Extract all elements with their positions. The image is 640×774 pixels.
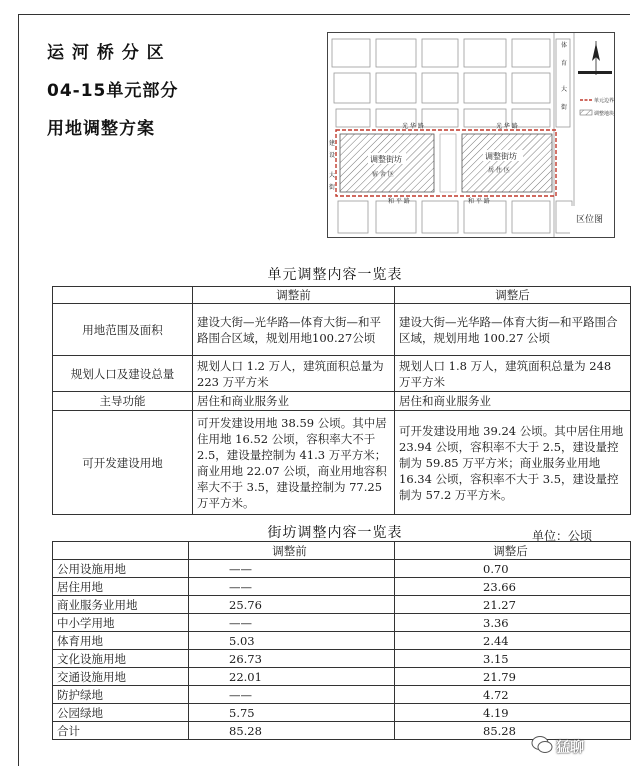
north-arrow-icon xyxy=(578,41,612,75)
watermark: 猛聊 xyxy=(556,740,584,756)
value-before: —— xyxy=(189,578,395,596)
street-jianshe-2: 设 xyxy=(329,152,336,159)
street-tiyu-3: 大 xyxy=(561,86,568,93)
table1-header-before: 调整前 xyxy=(193,287,395,304)
street-heping-left: 和 平 路 xyxy=(388,198,410,205)
value-before: 85.28 xyxy=(189,722,395,740)
value-before: 25.76 xyxy=(189,596,395,614)
table-row xyxy=(53,596,631,614)
table-row xyxy=(53,650,631,668)
table2-header-row xyxy=(53,542,631,560)
table-row xyxy=(53,304,631,356)
adjust-block-right xyxy=(462,134,552,192)
table-row xyxy=(53,704,631,722)
location-map-label: 区位图 xyxy=(576,215,604,225)
title-line-2: 04-15单元部分 xyxy=(47,81,179,101)
value-before: 5.75 xyxy=(189,704,395,722)
value-after: 21.79 xyxy=(395,668,631,686)
value-before: —— xyxy=(189,614,395,632)
table-row xyxy=(53,411,631,515)
table2-title: 街坊调整内容一览表 xyxy=(267,525,403,541)
land-type: 居住用地 xyxy=(53,578,189,596)
table1-header-blank xyxy=(53,287,193,304)
street-guanghua-right: 光 华 路 xyxy=(496,123,518,130)
value-before: 26.73 xyxy=(189,650,395,668)
row-key: 规划人口及建设总量 xyxy=(53,356,193,392)
value-before: 22.01 xyxy=(189,668,395,686)
table-row xyxy=(53,632,631,650)
row-before: 居住和商业服务业 xyxy=(193,392,395,411)
table-row xyxy=(53,614,631,632)
land-type: 文化设施用地 xyxy=(53,650,189,668)
wechat-icon xyxy=(531,735,553,755)
table1-title: 单元调整内容一览表 xyxy=(267,267,403,283)
table-row xyxy=(53,578,631,596)
value-before: —— xyxy=(189,686,395,704)
land-type: 防护绿地 xyxy=(53,686,189,704)
value-after: 23.66 xyxy=(395,578,631,596)
street-guanghua-left: 光 华 路 xyxy=(402,123,424,130)
value-after: 21.27 xyxy=(395,596,631,614)
block-adjustment-table xyxy=(52,541,631,740)
value-after: 4.19 xyxy=(395,704,631,722)
map-legend xyxy=(580,97,614,117)
table-row xyxy=(53,356,631,392)
location-map xyxy=(327,32,615,238)
table-row xyxy=(53,392,631,411)
land-type: 交通设施用地 xyxy=(53,668,189,686)
block-left-label: 调整街坊 xyxy=(370,155,402,164)
legend-boundary-label: 单元边界 xyxy=(594,98,615,104)
land-type: 体育用地 xyxy=(53,632,189,650)
table-row xyxy=(53,686,631,704)
row-key: 可开发建设用地 xyxy=(53,411,193,515)
title-block xyxy=(47,34,178,148)
value-after: 3.15 xyxy=(395,650,631,668)
land-type: 中小学用地 xyxy=(53,614,189,632)
row-before: 规划人口 1.2 万人，建筑面积总量为 223 万平方米 xyxy=(193,356,395,392)
street-jianshe-1: 建 xyxy=(329,140,336,147)
value-after: 3.36 xyxy=(395,614,631,632)
unit-note: 单位：公顷 xyxy=(532,529,593,543)
table1-header-row xyxy=(53,287,631,304)
unit-adjustment-table xyxy=(52,286,631,515)
table2-header-before: 调整前 xyxy=(189,542,395,560)
row-before: 可开发建设用地 38.59 公顷。其中居住用地 16.52 公顷，容积率大不于 2.5，建设量控制为 41.3 万平方米；商业用地 22.07 公顷，商业用地容积率大不于 3.5，建设量控制为 77.25 万平方米。 xyxy=(193,411,395,515)
block-left-sub: 宿 舍 区 xyxy=(372,171,394,178)
value-before: 5.03 xyxy=(189,632,395,650)
row-after: 建设大街—光华路—体育大街—和平路围合区域，规划用地 100.27 公顷 xyxy=(395,304,631,356)
row-key: 用地范围及面积 xyxy=(53,304,193,356)
value-after: 85.28 xyxy=(395,722,631,740)
street-tiyu-1: 体 xyxy=(561,42,568,49)
street-tiyu-2: 育 xyxy=(561,60,568,67)
title-line-1: 运 河 桥 分 区 xyxy=(47,43,165,63)
street-heping-right: 和 平 路 xyxy=(468,198,490,205)
table-row xyxy=(53,560,631,578)
value-before: —— xyxy=(189,560,395,578)
street-jianshe-3: 大 xyxy=(329,172,336,179)
row-after: 可开发建设用地 39.24 公顷。其中居住用地 23.94 公顷，容积率不大于 2.5，建设量控制为 59.85 万平方米；商业服务业用地 16.34 公顷，容积率不大于 3.5，建设量控制为 57.2 万平方米。 xyxy=(395,411,631,515)
street-jianshe-4: 街 xyxy=(329,184,336,191)
value-after: 2.44 xyxy=(395,632,631,650)
street-tiyu-4: 街 xyxy=(561,104,568,111)
table1-header-after: 调整后 xyxy=(395,287,631,304)
land-type: 商业服务业用地 xyxy=(53,596,189,614)
row-key: 主导功能 xyxy=(53,392,193,411)
row-before: 建设大街—光华路—体育大街—和平路围合区域，规划用地100.27公顷 xyxy=(193,304,395,356)
title-line-3: 用地调整方案 xyxy=(47,119,155,139)
block-right-sub: 居 住 区 xyxy=(488,167,510,174)
table2-header-after: 调整后 xyxy=(395,542,631,560)
value-after: 4.72 xyxy=(395,686,631,704)
row-after: 居住和商业服务业 xyxy=(395,392,631,411)
table-row xyxy=(53,668,631,686)
value-after: 0.70 xyxy=(395,560,631,578)
block-right-label: 调整街坊 xyxy=(485,152,517,161)
land-type: 公用设施用地 xyxy=(53,560,189,578)
table2-header-blank xyxy=(53,542,189,560)
land-type: 合计 xyxy=(53,722,189,740)
row-after: 规划人口 1.8 万人，建筑面积总量为 248 万平方米 xyxy=(395,356,631,392)
legend-adjust-label: 调整地块 xyxy=(594,111,615,117)
land-type: 公园绿地 xyxy=(53,704,189,722)
